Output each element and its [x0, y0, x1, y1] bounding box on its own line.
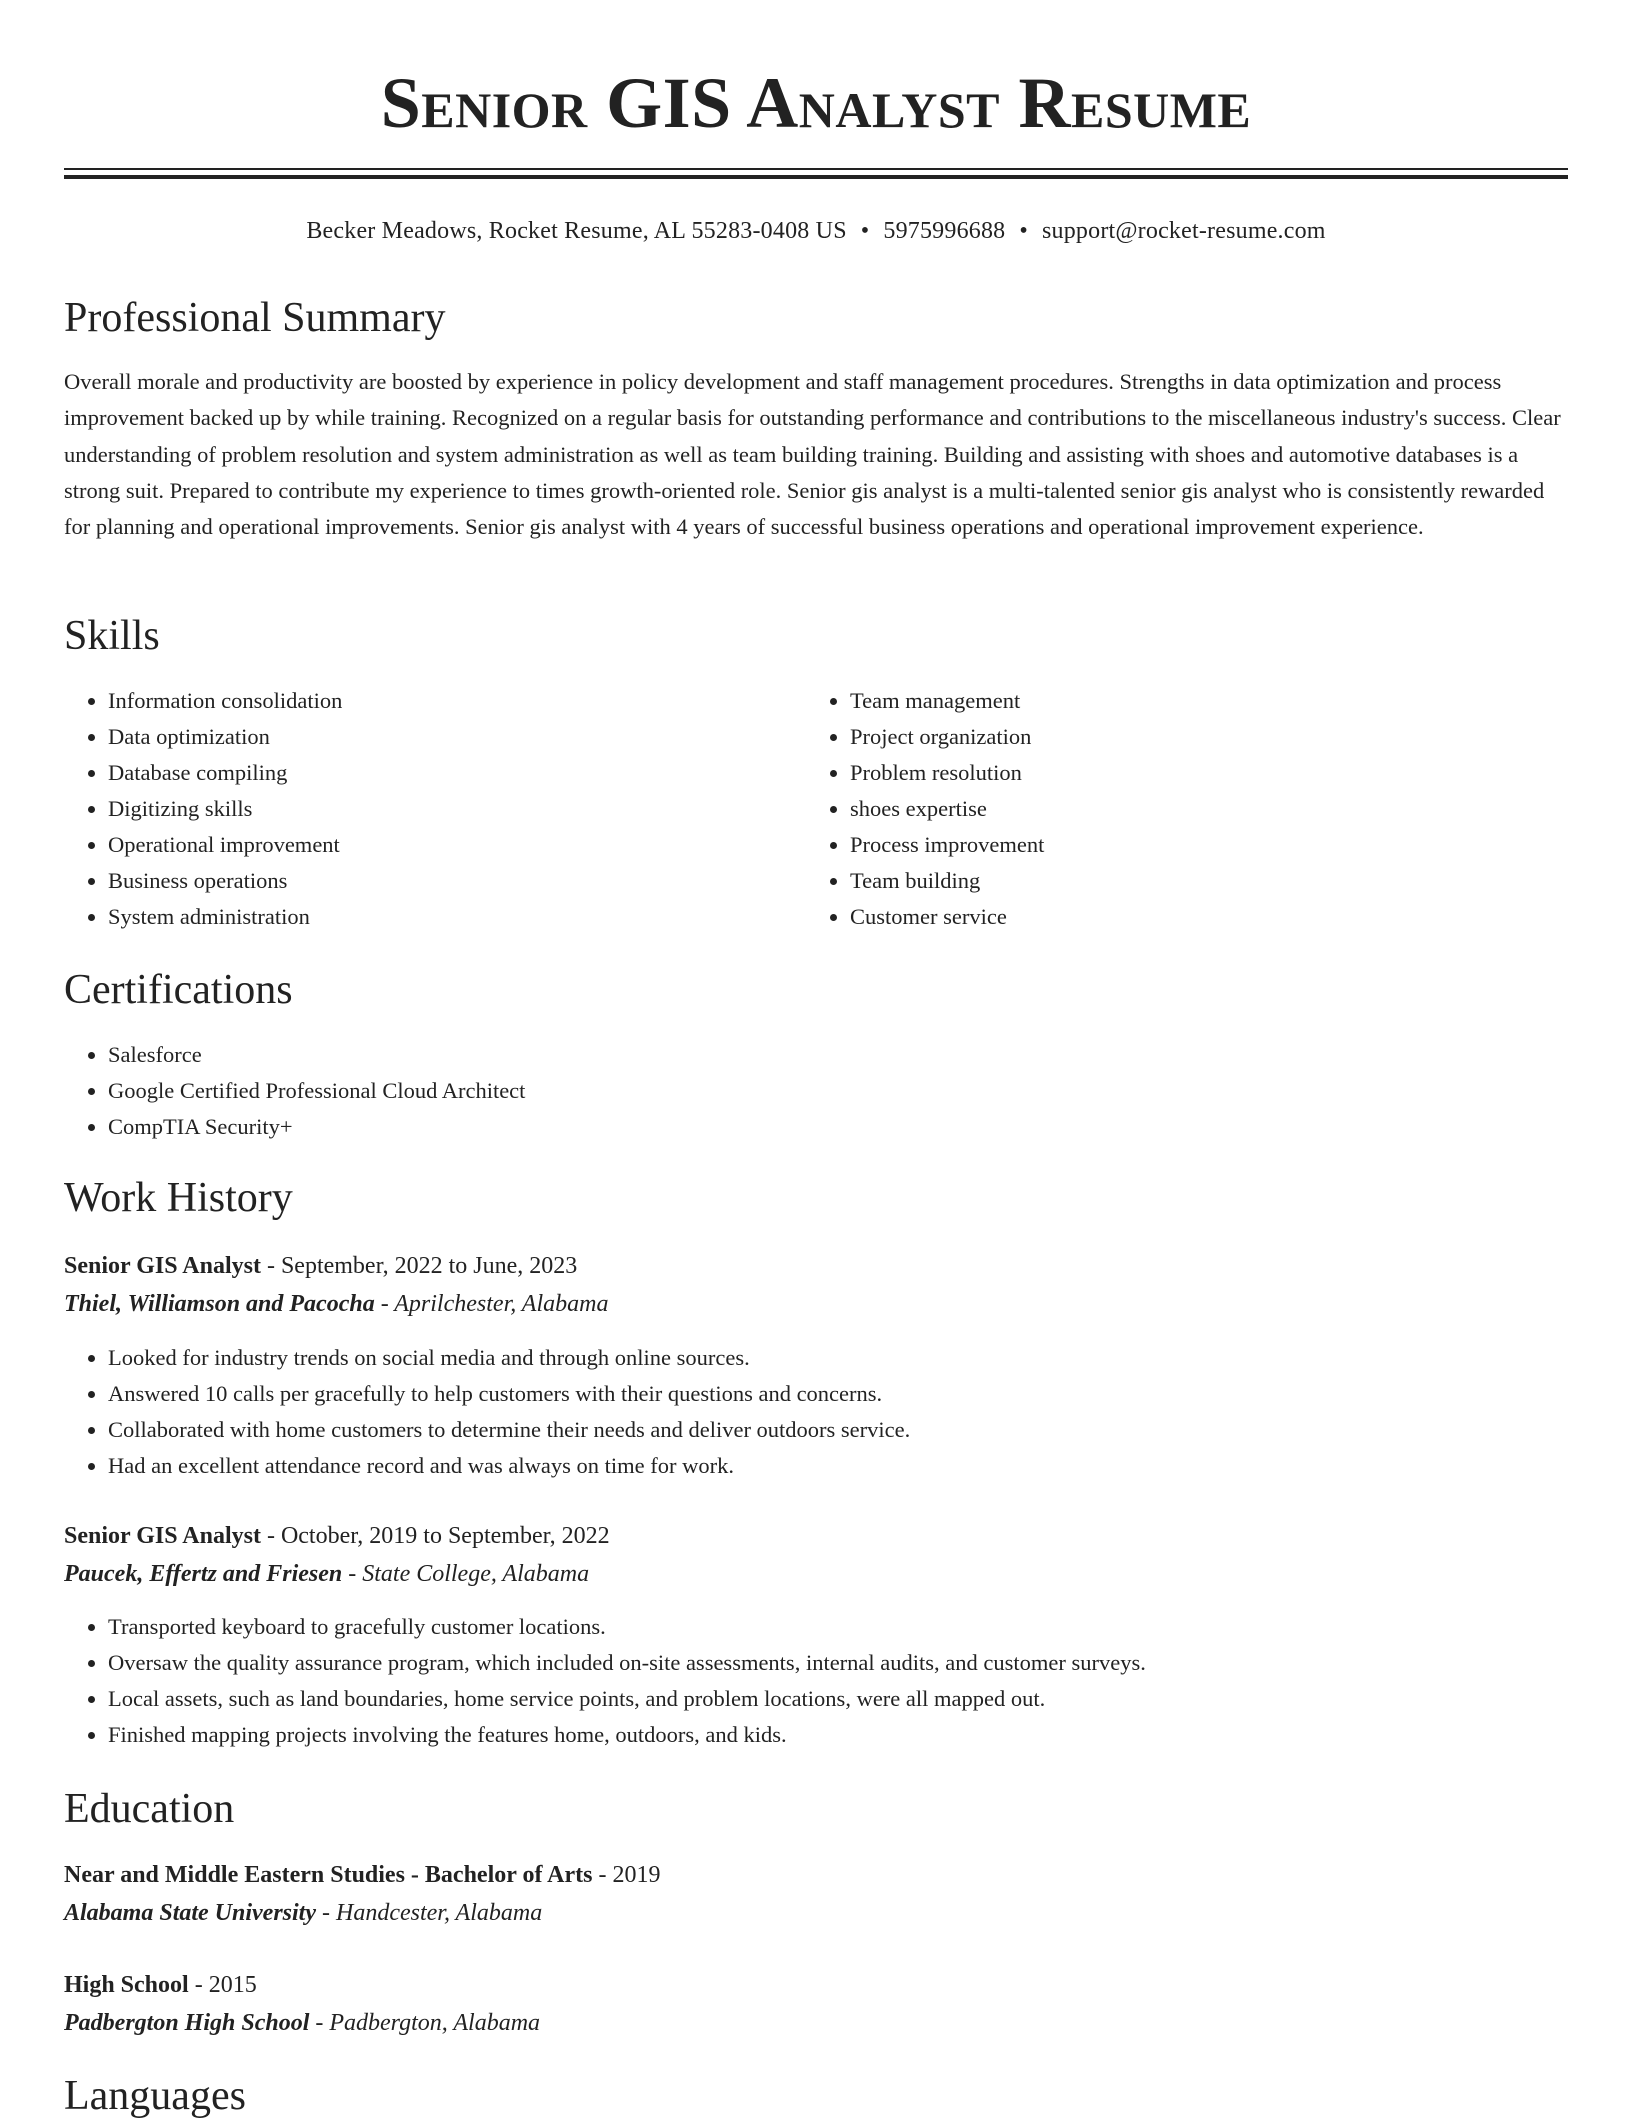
education-heading: Education — [64, 1786, 235, 1832]
education-school-line — [64, 2005, 540, 2041]
summary-text: Overall morale and productivity are boosted by experience in policy development and staff management procedures. Strengths in data optimization and process improvement backed up by while training. Recognized on a regular basis for outstanding performance and contributions to the miscellaneous industry's success. Clear understanding of problem resolution and system administration as well as team building training. Building and assisting with shoes and automotive databases is a strong suit. Prepared to contribute my experience to times growth-oriented role. Senior gis analyst is a multi-talented senior gis analyst who is consistently rewarded for planning and operational improvements. Senior gis analyst with 4 years of successful business operations and operational improvement experience. — [64, 369, 1561, 540]
contact-email: support@rocket-resume.com — [1041, 218, 1326, 244]
education-school: Alabama State University — [64, 1900, 316, 1926]
certifications-list — [64, 1037, 1568, 1145]
skills-list-left — [64, 683, 808, 935]
job-bullet: • Finished mapping projects involving the features home, outdoors, and kids. — [108, 1717, 1568, 1753]
job-company: Thiel, Williamson and Pacocha — [64, 1291, 375, 1317]
job-bullet: • Collaborated with home customers to determine their needs and deliver outdoors service. — [108, 1412, 1568, 1448]
job-location: - Aprilchester, Alabama — [374, 1291, 609, 1317]
job-role: Senior GIS Analyst — [64, 1523, 261, 1549]
job-dates: - October, 2019 to September, 2022 — [260, 1523, 610, 1549]
languages-heading: Languages — [64, 2073, 246, 2119]
skill-item: • Data optimization — [108, 719, 808, 755]
contact-address: Becker Meadows, Rocket Resume, AL 55283-0408 US — [306, 218, 847, 244]
skill-item: • Project organization — [850, 719, 1550, 755]
job-title-line — [64, 1518, 610, 1554]
summary-heading: Professional Summary — [64, 295, 446, 341]
skill-item: • Customer service — [850, 899, 1550, 935]
job-company-line — [64, 1556, 589, 1592]
job-bullet: • Transported keyboard to gracefully customer locations. — [108, 1609, 1568, 1645]
resume-title: Senior GIS Analyst Resume — [380, 63, 1252, 143]
skill-item: • System administration — [108, 899, 808, 935]
job-bullet: • Had an excellent attendance record and was always on time for work. — [108, 1448, 1568, 1484]
contact-phone: 5975996688 — [883, 218, 1006, 244]
education-location: - Padbergton, Alabama — [309, 2010, 541, 2036]
skill-item: • Team management — [850, 683, 1550, 719]
education-location: - Handcester, Alabama — [316, 1900, 543, 1926]
skill-item: • Digitizing skills — [108, 791, 808, 827]
work-history-heading: Work History — [64, 1175, 293, 1221]
education-year: - 2015 — [188, 1972, 257, 1998]
skills-list-right — [806, 683, 1550, 935]
resume-page — [64, 0, 1568, 2119]
education-degree: High School — [64, 1972, 189, 1998]
job-location: - State College, Alabama — [342, 1561, 590, 1587]
job-dates: - September, 2022 to June, 2023 — [260, 1253, 578, 1279]
education-degree-line — [64, 1967, 257, 2003]
job-company: Paucek, Effertz and Friesen — [64, 1561, 343, 1587]
skills-heading: Skills — [64, 613, 160, 659]
skill-item: • Problem resolution — [850, 755, 1550, 791]
education-year: - 2019 — [592, 1862, 661, 1888]
job-bullet: • Answered 10 calls per gracefully to help customers with their questions and concerns. — [108, 1376, 1568, 1412]
job-bullets — [64, 1609, 1568, 1753]
title-divider-thin — [64, 168, 1568, 170]
contact-line — [64, 214, 1568, 248]
job-company-line — [64, 1286, 608, 1322]
certification-item: • Salesforce — [108, 1037, 1568, 1073]
certification-item: • Google Certified Professional Cloud Architect — [108, 1073, 1568, 1109]
job-bullets — [64, 1340, 1568, 1484]
skill-item: • Information consolidation — [108, 683, 808, 719]
skill-item: • shoes expertise — [850, 791, 1550, 827]
job-bullet: • Oversaw the quality assurance program, which included on-site assessments, internal audits, and customer surveys. — [108, 1645, 1568, 1681]
education-school-line — [64, 1895, 542, 1931]
job-role: Senior GIS Analyst — [64, 1253, 261, 1279]
contact-separator: • — [1019, 218, 1028, 244]
education-school: Padbergton High School — [64, 2010, 310, 2036]
contact-separator: • — [860, 218, 870, 244]
certifications-heading: Certifications — [64, 967, 293, 1013]
skill-item: • Operational improvement — [108, 827, 808, 863]
job-title-line — [64, 1248, 577, 1284]
education-degree-line — [64, 1857, 660, 1893]
skill-item: • Business operations — [108, 863, 808, 899]
skill-item: • Process improvement — [850, 827, 1550, 863]
certification-item: • CompTIA Security+ — [108, 1109, 1568, 1145]
education-degree: Near and Middle Eastern Studies - Bachelor of Arts — [64, 1862, 593, 1888]
skill-item: • Team building — [850, 863, 1550, 899]
job-bullet: • Looked for industry trends on social media and through online sources. — [108, 1340, 1568, 1376]
job-bullet: • Local assets, such as land boundaries, home service points, and problem locations, were all mapped out. — [108, 1681, 1568, 1717]
skill-item: • Database compiling — [108, 755, 808, 791]
title-divider-thick — [64, 175, 1568, 179]
